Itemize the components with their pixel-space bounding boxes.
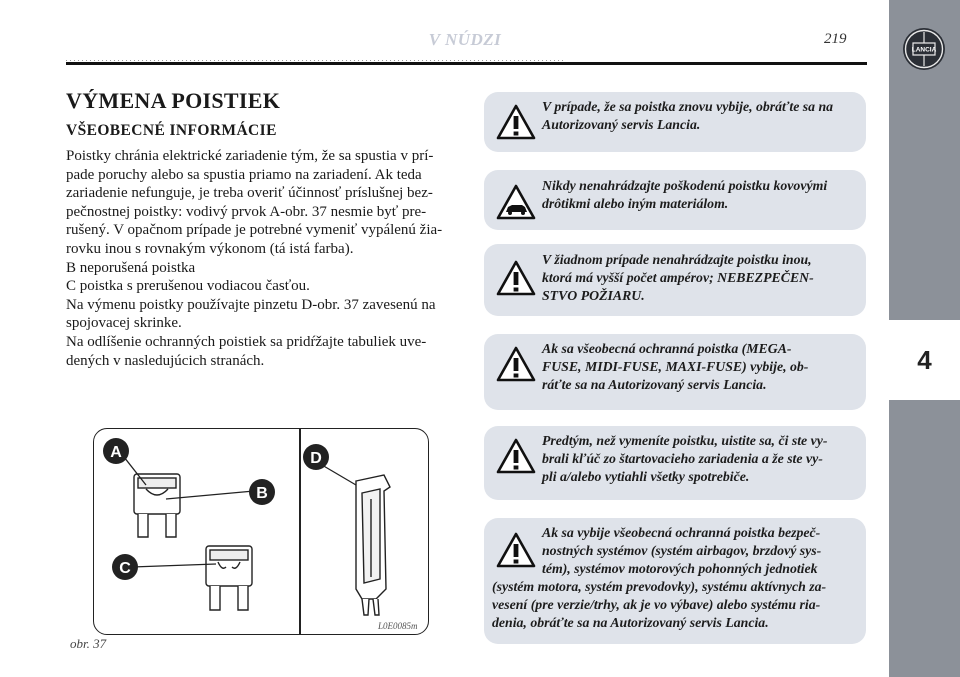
main-content: [66, 88, 454, 370]
warning-line: V žiadnom prípade nenahrádzajte poistku inou,: [542, 252, 812, 267]
label-d-text: D: [310, 450, 322, 467]
warning-text: [542, 340, 852, 394]
warning-text-full-width: [492, 578, 852, 632]
warning-line: drôtikmi alebo iným materiálom.: [542, 196, 729, 211]
header-rule: [66, 62, 867, 65]
chapter-marker: [889, 320, 960, 400]
warning-line: brali kľúč zo štartovacieho zariadenia a že ste vy-: [542, 451, 823, 466]
body-line: Na odlíšenie ochranných poistiek sa pridŕžajte tabuliek uve-: [66, 333, 427, 350]
warning-text: [542, 251, 852, 305]
warning-triangle-icon: [496, 346, 536, 382]
body-line: C poistka s prerušenou vodiacou časťou.: [66, 278, 310, 295]
warning-box: [484, 518, 866, 644]
warning-triangle-icon: [496, 438, 536, 474]
warning-line: FUSE, MIDI-FUSE, MAXI-FUSE) vybije, ob-: [542, 359, 809, 374]
fuse-b-intact-icon: [134, 474, 180, 537]
warning-text: [542, 98, 852, 134]
lancia-logo-icon: [901, 26, 947, 72]
label-b-text: B: [256, 485, 268, 502]
page-number: 219: [824, 31, 847, 47]
label-c: [112, 554, 138, 580]
body-line: rušený. V opačnom prípade je potrebné vymeniť vypálenú žia-: [66, 222, 443, 239]
label-b: [249, 479, 275, 505]
body-line: B neporušená poistka: [66, 259, 196, 276]
warning-box: [484, 426, 866, 500]
warning-line: ktorá má vyšší počet ampérov; NEBEZPEČEN-: [542, 270, 814, 285]
fuse-tweezers-icon: [356, 475, 390, 615]
body-line: dených v nasledujúcich stranách.: [66, 352, 265, 369]
body-line: Poistky chránia elektrické zariadenie tým, že sa spustia v prí-: [66, 148, 434, 164]
figure-code: L0E0085m: [378, 621, 418, 631]
warning-line: Autorizovaný servis Lancia.: [542, 117, 701, 132]
warning-text: [542, 524, 852, 578]
fuse-figure: [93, 428, 429, 635]
label-a-text: A: [110, 444, 122, 461]
label-c-text: C: [119, 560, 131, 577]
body-line: zariadenie nefunguje, je treba overiť účinnosť príslušnej bez-: [66, 185, 433, 202]
warning-triangle-icon: [496, 532, 536, 568]
warning-line: tém), systémov motorových pohonných jednotiek: [542, 561, 818, 576]
section-subtitle: VŠEOBECNÉ INFORMÁCIE: [66, 122, 277, 139]
warning-line: (systém motora, systém prevodovky), systému aktívnych za-: [492, 579, 827, 594]
warning-box: [484, 170, 866, 230]
fuse-illustration: [94, 429, 428, 634]
logo-text: LANCIA: [911, 46, 937, 54]
warning-triangle-icon: [496, 260, 536, 296]
warning-text: [542, 432, 852, 486]
warning-line: Nikdy nenahrádzajte poškodenú poistku kovovými: [542, 178, 828, 193]
warning-line: STVO POŽIARU.: [542, 288, 645, 303]
warning-line: pli a/alebo vytiahli všetky spotrebiče.: [542, 469, 750, 484]
chapter-number: 4: [917, 344, 932, 375]
section-title: VÝMENA POISTIEK: [66, 88, 281, 113]
warning-box: [484, 244, 866, 316]
warning-triangle-icon: [496, 104, 536, 140]
fuse-c-blown-icon: [206, 546, 252, 610]
body-line: pečnostnej poistky: vodivý prvok A-obr. 37 nesmie byť pre-: [66, 203, 427, 220]
warning-line: Predtým, než vymeníte poistku, uistite sa, či ste vy-: [542, 433, 828, 448]
warning-line: Ak sa všeobecná ochranná poistka (MEGA-: [542, 341, 792, 356]
warning-line: nostných systémov (systém airbagov, brzdový sys-: [542, 543, 822, 558]
warning-box: [484, 334, 866, 410]
figure-caption: obr. 37: [70, 636, 107, 651]
warning-line: V prípade, že sa poistka znovu vybije, obráťte sa na: [542, 99, 834, 114]
body-line: rovku inou s rovnakým výkonom (tá istá farba).: [66, 240, 354, 257]
warning-line: Ak sa vybije všeobecná ochranná poistka bezpeč-: [542, 525, 821, 540]
car-warning-triangle-icon: [496, 184, 536, 220]
warning-line: vesení (pre verzie/trhy, ak je vo výbave) alebo systému ria-: [492, 597, 821, 612]
warning-line: denia, obráťte sa na Autorizovaný servis Lancia.: [492, 615, 769, 630]
body-line: spojovacej skrinke.: [66, 315, 182, 332]
warning-box: [484, 92, 866, 152]
body-line: Na výmenu poistky používajte pinzetu D-obr. 37 zavesenú na: [66, 296, 436, 313]
body-paragraph: [66, 147, 454, 370]
header-dotted-rule: [66, 60, 566, 61]
body-line: pade poruchy alebo sa spustia priamo na zariadení. Ak teda: [66, 166, 422, 183]
label-d: [303, 444, 329, 470]
warning-line: ráťte sa na Autorizovaný servis Lancia.: [542, 377, 767, 392]
running-header-title: V NÚDZI: [428, 30, 502, 49]
warning-text: [542, 177, 852, 213]
label-a: [103, 438, 129, 464]
